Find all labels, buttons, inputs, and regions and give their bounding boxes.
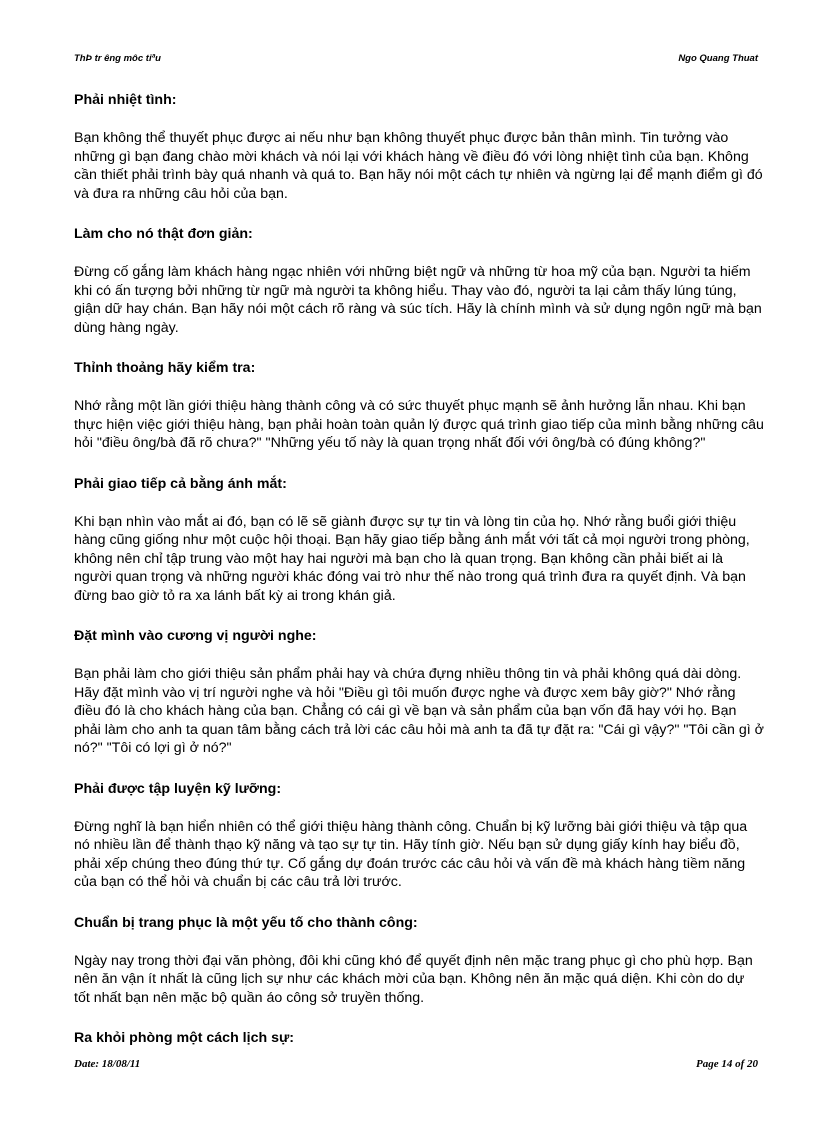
section-heading: Đặt mình vào cương vị người nghe: [74, 628, 317, 644]
footer-date: Date: 18/08/11 [74, 1058, 141, 1070]
section-paragraph: Bạn không thể thuyết phục được ai nếu như bạn không thuyết phục được bản thân mình. Tin tưởng vào những gì bạn đang chào mời khách và nói lại với khách hàng về điều đó với lòng nhiệt tình của bạn. Không cần thiết phải trình bày quá nhanh và quá to. Bạn hãy nói một cách tự nhiên và ngừng lại để mạnh điểm gì đó và đưa ra những câu hỏi của bạn. [74, 130, 763, 202]
section-heading: Phải giao tiếp cả bằng ánh mắt: [74, 475, 287, 492]
section-leave-politely [74, 1029, 764, 1047]
section-enthusiasm [74, 91, 764, 203]
footer-page-number: Page 14 of 20 [695, 1058, 758, 1070]
section-practice [74, 780, 764, 892]
section-paragraph: Ngày nay trong thời đại văn phòng, đôi khi cũng khó để quyết định nên mặc trang phục gì cho phù hợp. Bạn nên ăn vận ít nhất là cũng lịch sự như các khách mời của bạn. Không nên ăn mặc quá diện. Khi còn do dự tốt nhất bạn nên mặc bộ quần áo công sở truyền thống. [74, 952, 753, 1006]
page-footer [74, 1058, 758, 1072]
page-header [74, 53, 758, 67]
section-paragraph: Bạn phải làm cho giới thiệu sản phẩm phải hay và chứa đựng nhiều thông tin và phải không quá dài dòng. Hãy đặt mình vào vị trí người nghe và hỏi "Điều gì tôi muốn được nghe và được xem bây giờ?" Nhớ rằng điều đó là cho khách hàng của bạn. Chẳng có cái gì về bạn và sản phẩm của bạn vốn đã hay với họ. Bạn phải làm cho anh ta quan tâm bằng cách trả lời các câu hỏi mà anh ta đã tự đặt ra: "Cái gì vậy?" "Tôi cần gì ở nó?" "Tôi có lợi gì ở nó?" [74, 666, 764, 756]
document-body [74, 91, 764, 1067]
section-heading: Làm cho nó thật đơn giản: [74, 226, 253, 242]
section-heading: Chuẩn bị trang phục là một yếu tố cho thành công: [74, 914, 418, 931]
section-paragraph: Nhớ rằng một lần giới thiệu hàng thành công và có sức thuyết phục mạnh sẽ ảnh hưởng lẫn nhau. Khi bạn thực hiện việc giới thiệu hàng, bạn phải hoàn toàn quản lý được quá trình giao tiếp của mình bằng những câu hỏi "điều ông/bà đã rõ chưa?" "Những yếu tố này là quan trọng nhất đối với ông/bà có đúng không?" [74, 398, 764, 451]
section-paragraph: Khi bạn nhìn vào mắt ai đó, bạn có lẽ sẽ giành được sự tự tin và lòng tin của họ. Nhớ rằng buổi giới thiệu hàng cũng giống như một cuộc hội thoại. Bạn hãy giao tiếp bằng ánh mắt với tất cả mọi người trong phòng, không nên chỉ tập trung vào một hay hai người mà bạn cho là quan trọng. Bạn không cần phải biết ai là người quan trọng và những người khác đóng vai trò như thế nào trong quá trình đưa ra quyết định. Và bạn đừng bao giờ tỏ ra xa lánh bất kỳ ai trong khán giả. [74, 513, 750, 604]
section-keep-simple [74, 225, 764, 337]
section-eye-contact [74, 475, 764, 606]
header-title: ThÞ tr êng môc tiªu [74, 53, 161, 64]
section-paragraph: Đừng nghĩ là bạn hiển nhiên có thể giới thiệu hàng thành công. Chuẩn bị kỹ lưỡng bài giới thiệu và tập qua nó nhiều lần để thành thạo kỹ năng và tạo sự tự tin. Hãy tính giờ. Nếu bạn sử dụng giấy kính hay biểu đồ, phải xếp chúng theo đúng thứ tự. Cố gắng dự đoán trước các câu hỏi và vấn đề mà khách hàng tiềm năng của bạn có thể hỏi và chuẩn bị các câu trả lời trước. [74, 818, 748, 890]
section-heading: Ra khỏi phòng một cách lịch sự: [74, 1030, 294, 1046]
section-listener-position [74, 627, 764, 758]
section-check-occasionally [74, 359, 764, 453]
section-heading: Phải được tập luyện kỹ lưỡng: [74, 780, 282, 797]
header-author: Ngo Quang Thuat [678, 53, 758, 64]
section-attire [74, 914, 764, 1008]
section-heading: Phải nhiệt tình: [74, 92, 177, 108]
section-heading: Thỉnh thoảng hãy kiểm tra: [74, 360, 256, 376]
section-paragraph: Đừng cố gắng làm khách hàng ngạc nhiên với những biệt ngữ và những từ hoa mỹ của bạn. Người ta hiếm khi có ấn tượng bởi những từ ngữ mà người ta không hiểu. Thay vào đó, người ta lại cảm thấy lúng túng, giận dữ hay chán. Bạn hãy nói một cách rõ ràng và súc tích. Hãy là chính mình và sử dụng ngôn ngữ mà bạn dùng hàng ngày. [74, 264, 762, 336]
